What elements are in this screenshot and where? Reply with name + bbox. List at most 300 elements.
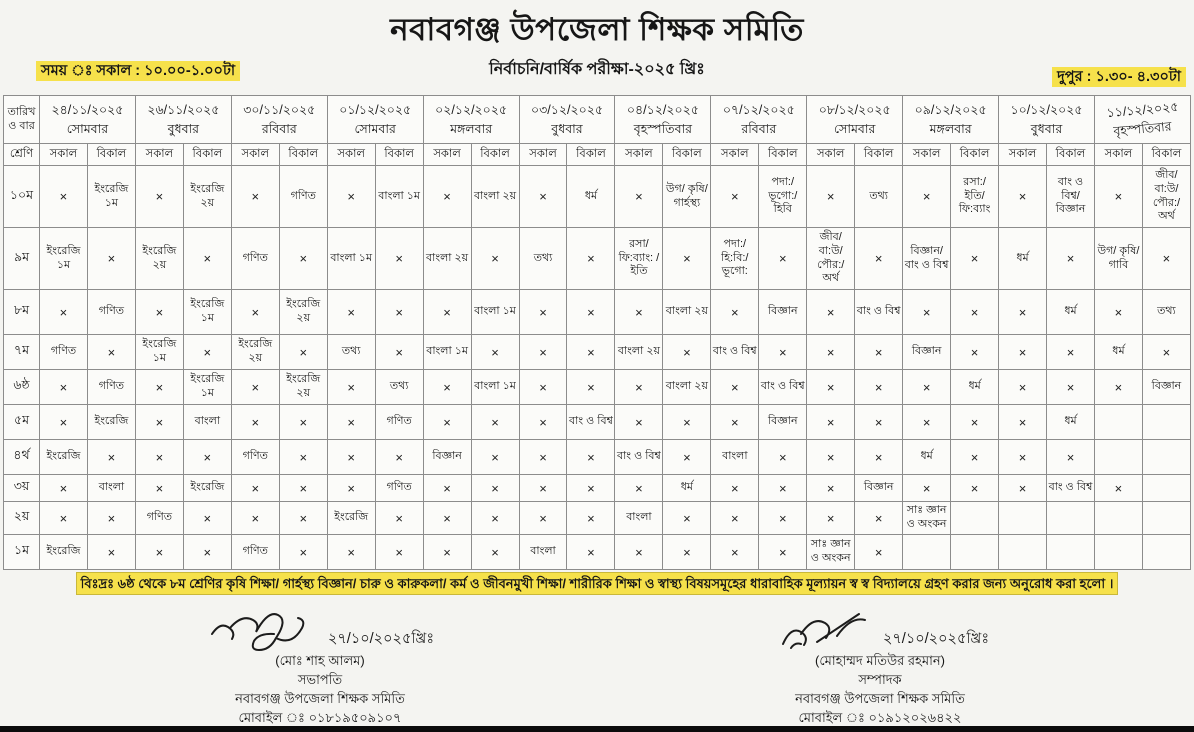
subject-cell: পদা:/ ভূগো:/ হিবি <box>759 166 807 228</box>
subject-cell: তথ্য <box>375 370 423 405</box>
date-header: ০৯/১২/২০২৫ মঙ্গলবার <box>903 96 999 144</box>
subject-cell: ইংরেজি <box>40 440 88 475</box>
subject-cell: বাংলা <box>87 475 135 502</box>
no-exam-mark: × <box>615 166 663 228</box>
subject-cell: উগ/ কৃষি/ গাবি <box>1094 228 1142 290</box>
subject-cell: বিজ্ঞান <box>423 440 471 475</box>
signer-org: নবাবগঞ্জ উপজেলা শিক্ষক সমিতি <box>235 690 405 706</box>
no-exam-mark: × <box>855 228 903 290</box>
empty-cell <box>903 535 951 570</box>
signer-org: নবাবগঞ্জ উপজেলা শিক্ষক সমিতি <box>795 690 965 706</box>
no-exam-mark: × <box>423 370 471 405</box>
no-exam-mark: × <box>327 166 375 228</box>
no-exam-mark: × <box>183 228 231 290</box>
no-exam-mark: × <box>40 502 88 535</box>
exam-schedule-table <box>3 95 1191 570</box>
no-exam-mark: × <box>327 370 375 405</box>
no-exam-mark: × <box>423 405 471 440</box>
no-exam-mark: × <box>375 290 423 335</box>
no-exam-mark: × <box>807 405 855 440</box>
session-header: বিকাল <box>471 144 519 166</box>
no-exam-mark: × <box>471 535 519 570</box>
empty-cell <box>1094 502 1142 535</box>
no-exam-mark: × <box>231 166 279 228</box>
no-exam-mark: × <box>87 335 135 370</box>
subject-cell: গণিত <box>375 405 423 440</box>
no-exam-mark: × <box>855 405 903 440</box>
no-exam-mark: × <box>375 335 423 370</box>
footer-note <box>4 575 1190 596</box>
no-exam-mark: × <box>999 440 1047 475</box>
class-row <box>4 335 1191 370</box>
no-exam-mark: × <box>951 228 999 290</box>
no-exam-mark: × <box>87 228 135 290</box>
subject-cell: বাংলা ২য় <box>615 335 663 370</box>
no-exam-mark: × <box>471 475 519 502</box>
signer-mobile: মোবাইল ঃ ০১৮১৯৫০৯১০৭ <box>238 709 402 725</box>
subject-cell: ধর্ম <box>1094 335 1142 370</box>
subject-cell: বাংলা <box>711 440 759 475</box>
no-exam-mark: × <box>759 440 807 475</box>
no-exam-mark: × <box>1142 228 1190 290</box>
no-exam-mark: × <box>87 440 135 475</box>
session-header: সকাল <box>135 144 183 166</box>
no-exam-mark: × <box>423 166 471 228</box>
no-exam-mark: × <box>807 370 855 405</box>
no-exam-mark: × <box>711 370 759 405</box>
session-header: বিকাল <box>1142 144 1190 166</box>
no-exam-mark: × <box>999 370 1047 405</box>
no-exam-mark: × <box>183 502 231 535</box>
no-exam-mark: × <box>759 335 807 370</box>
no-exam-mark: × <box>135 290 183 335</box>
empty-cell <box>951 535 999 570</box>
subject-cell: ইংরেজি ২য় <box>135 228 183 290</box>
no-exam-mark: × <box>135 440 183 475</box>
subject-cell: তথ্য <box>1142 290 1190 335</box>
no-exam-mark: × <box>471 228 519 290</box>
no-exam-mark: × <box>471 440 519 475</box>
class-name: ২য় <box>4 502 40 535</box>
no-exam-mark: × <box>423 502 471 535</box>
no-exam-mark: × <box>423 475 471 502</box>
no-exam-mark: × <box>135 370 183 405</box>
session-header: বিকাল <box>375 144 423 166</box>
session-header: বিকাল <box>759 144 807 166</box>
no-exam-mark: × <box>663 440 711 475</box>
subject-cell: উগ/ কৃষি/ গার্হস্থ্য <box>663 166 711 228</box>
subject-cell: ইংরেজি ২য় <box>279 370 327 405</box>
no-exam-mark: × <box>567 475 615 502</box>
class-row <box>4 166 1191 228</box>
empty-cell <box>999 502 1047 535</box>
signer-role: সম্পাদক <box>858 671 902 687</box>
no-exam-mark: × <box>759 475 807 502</box>
subject-cell: বাংলা ১ম <box>327 228 375 290</box>
no-exam-mark: × <box>1047 228 1095 290</box>
no-exam-mark: × <box>711 290 759 335</box>
subject-cell: বিজ্ঞান/ বাং ও বিশ্ব <box>903 228 951 290</box>
no-exam-mark: × <box>663 228 711 290</box>
no-exam-mark: × <box>615 290 663 335</box>
subject-cell: বাং ও বিশ্ব <box>615 440 663 475</box>
no-exam-mark: × <box>807 290 855 335</box>
no-exam-mark: × <box>327 405 375 440</box>
empty-cell <box>1047 535 1095 570</box>
no-exam-mark: × <box>663 335 711 370</box>
class-name: ১ম <box>4 535 40 570</box>
subject-cell: ইংরেজি ১ম <box>87 166 135 228</box>
subject-cell: গণিত <box>375 475 423 502</box>
subject-cell: গণিত <box>231 440 279 475</box>
session-header: সকাল <box>519 144 567 166</box>
no-exam-mark: × <box>183 440 231 475</box>
no-exam-mark: × <box>327 440 375 475</box>
subject-cell: ইংরেজি ১ম <box>135 335 183 370</box>
no-exam-mark: × <box>279 335 327 370</box>
session-header: বিকাল <box>279 144 327 166</box>
subject-cell: জীব/ বা:উ/ পৌর:/ অর্থ <box>807 228 855 290</box>
session-header: বিকাল <box>567 144 615 166</box>
subject-cell: ধর্ম <box>663 475 711 502</box>
no-exam-mark: × <box>567 370 615 405</box>
no-exam-mark: × <box>1094 166 1142 228</box>
no-exam-mark: × <box>231 405 279 440</box>
no-exam-mark: × <box>519 335 567 370</box>
empty-cell <box>1047 502 1095 535</box>
subject-cell: ইংরেজি ১ম <box>183 290 231 335</box>
date-header: ২৬/১১/২০২৫ বুধবার <box>135 96 231 144</box>
no-exam-mark: × <box>903 475 951 502</box>
subject-cell: বাং ও বিশ্ব <box>1047 475 1095 502</box>
session-header: সকাল <box>999 144 1047 166</box>
signature-date: ২৭/১০/২০২৫খ্রিঃ <box>882 630 990 647</box>
session-header: সকাল <box>807 144 855 166</box>
no-exam-mark: × <box>519 166 567 228</box>
subject-cell: বিজ্ঞান <box>759 405 807 440</box>
no-exam-mark: × <box>567 440 615 475</box>
no-exam-mark: × <box>279 405 327 440</box>
subject-cell: ইংরেজি ২য় <box>183 166 231 228</box>
class-name: ৪র্থ <box>4 440 40 475</box>
no-exam-mark: × <box>1047 440 1095 475</box>
date-header: ১০/১২/২০২৫ বুধবার <box>999 96 1095 144</box>
no-exam-mark: × <box>40 166 88 228</box>
date-header: ২৪/১১/২০২৫ সোমবার <box>40 96 136 144</box>
no-exam-mark: × <box>375 535 423 570</box>
morning-time-label <box>36 60 240 84</box>
afternoon-time-label <box>1052 66 1186 90</box>
subject-cell: ইংরেজি <box>87 405 135 440</box>
subject-cell: বাং ও বিশ্ব <box>711 335 759 370</box>
no-exam-mark: × <box>951 335 999 370</box>
class-name: ৮ম <box>4 290 40 335</box>
subject-cell: গণিত <box>231 228 279 290</box>
no-exam-mark: × <box>40 370 88 405</box>
session-header: সকাল <box>1094 144 1142 166</box>
no-exam-mark: × <box>231 290 279 335</box>
subject-cell: ইংরেজি ১ম <box>183 370 231 405</box>
no-exam-mark: × <box>1094 290 1142 335</box>
handwritten-signature-icon <box>771 608 881 652</box>
session-header: বিকাল <box>183 144 231 166</box>
no-exam-mark: × <box>999 290 1047 335</box>
no-exam-mark: × <box>615 405 663 440</box>
subject-cell: তথ্য <box>855 166 903 228</box>
no-exam-mark: × <box>711 535 759 570</box>
subject-cell: ইংরেজি ২য় <box>231 335 279 370</box>
no-exam-mark: × <box>807 440 855 475</box>
session-header: বিকাল <box>951 144 999 166</box>
class-column-label: শ্রেণি <box>4 144 40 166</box>
handwritten-signature-icon <box>206 608 326 652</box>
no-exam-mark: × <box>855 335 903 370</box>
page-subtitle: নির্বাচনি/বার্ষিক পরীক্ষা-২০২৫ খ্রিঃ <box>489 61 705 78</box>
date-header: ০২/১২/২০২৫ মঙ্গলবার <box>423 96 519 144</box>
no-exam-mark: × <box>855 502 903 535</box>
no-exam-mark: × <box>423 535 471 570</box>
no-exam-mark: × <box>567 335 615 370</box>
class-row <box>4 535 1191 570</box>
subject-cell: ধর্ম <box>1047 290 1095 335</box>
no-exam-mark: × <box>567 228 615 290</box>
no-exam-mark: × <box>855 440 903 475</box>
session-header: বিকাল <box>1047 144 1095 166</box>
subject-cell: বাংলা <box>183 405 231 440</box>
subject-cell: ধর্ম <box>903 440 951 475</box>
subject-cell: ইংরেজি ২য় <box>279 290 327 335</box>
no-exam-mark: × <box>183 335 231 370</box>
no-exam-mark: × <box>471 405 519 440</box>
no-exam-mark: × <box>951 475 999 502</box>
no-exam-mark: × <box>1094 370 1142 405</box>
no-exam-mark: × <box>135 475 183 502</box>
no-exam-mark: × <box>40 475 88 502</box>
no-exam-mark: × <box>615 475 663 502</box>
class-name: ৬ষ্ঠ <box>4 370 40 405</box>
bottom-black-bar <box>0 726 1194 732</box>
morning-time-text: সময় ঃ সকাল : ১০.০০-১.০০টা <box>36 61 240 81</box>
no-exam-mark: × <box>567 502 615 535</box>
no-exam-mark: × <box>519 440 567 475</box>
no-exam-mark: × <box>807 475 855 502</box>
subject-cell: রসা/ ফি:ব্যাং: / ইতি <box>615 228 663 290</box>
subject-cell: ইংরেজি <box>183 475 231 502</box>
no-exam-mark: × <box>615 535 663 570</box>
class-name: ৯ম <box>4 228 40 290</box>
no-exam-mark: × <box>135 535 183 570</box>
date-header: ০৭/১২/২০২৫ রবিবার <box>711 96 807 144</box>
signature-block-secretary <box>690 608 1070 727</box>
no-exam-mark: × <box>999 475 1047 502</box>
signer-name: (মোহাম্মদ মতিউর রহমান) <box>815 653 945 668</box>
no-exam-mark: × <box>951 440 999 475</box>
class-name: ৩য় <box>4 475 40 502</box>
subject-cell: গণিত <box>135 502 183 535</box>
no-exam-mark: × <box>615 370 663 405</box>
no-exam-mark: × <box>903 370 951 405</box>
no-exam-mark: × <box>231 475 279 502</box>
subject-cell: বাংলা <box>615 502 663 535</box>
subject-cell: সাঃ জ্ঞান ও অংকন <box>903 502 951 535</box>
session-header: বিকাল <box>855 144 903 166</box>
no-exam-mark: × <box>711 475 759 502</box>
date-header: ৩০/১১/২০২৫ রবিবার <box>231 96 327 144</box>
no-exam-mark: × <box>375 440 423 475</box>
no-exam-mark: × <box>279 440 327 475</box>
no-exam-mark: × <box>279 475 327 502</box>
no-exam-mark: × <box>807 502 855 535</box>
signer-role: সভাপতি <box>297 671 343 687</box>
no-exam-mark: × <box>231 370 279 405</box>
no-exam-mark: × <box>567 290 615 335</box>
subject-cell: বাংলা ১ম <box>471 370 519 405</box>
signer-mobile: মোবাইল ঃ ০১৯১২০২৬৪২২ <box>798 709 962 725</box>
no-exam-mark: × <box>711 166 759 228</box>
date-header: ১১/১২/২০২৫ বৃহস্পতিবার <box>1094 96 1190 144</box>
no-exam-mark: × <box>951 290 999 335</box>
empty-cell <box>1142 475 1190 502</box>
no-exam-mark: × <box>663 502 711 535</box>
subject-cell: বিজ্ঞান <box>855 475 903 502</box>
subject-cell: গণিত <box>87 370 135 405</box>
empty-cell <box>999 535 1047 570</box>
no-exam-mark: × <box>951 405 999 440</box>
subject-cell: বাং ও বিশ্ব/ বিজ্ঞান <box>1047 166 1095 228</box>
session-header: সকাল <box>903 144 951 166</box>
empty-cell <box>1142 502 1190 535</box>
no-exam-mark: × <box>519 370 567 405</box>
footer-note-text: বিঃদ্রঃ ৬ষ্ঠ থেকে ৮ম শ্রেণির কৃষি শিক্ষা/ গার্হস্থ্য বিজ্ঞান/ চারু ও কারুকলা/ কর্ম ও জীবনমুখী শিক্ষা/ শারীরিক শিক্ষা ও স্বাস্থ্য বিষয়সমূহের ধারাবাহিক মূল্যায়ন স্ব স্ব বিদ্যালয়ে গ্রহণ করার জন্য অনুরোধ করা হলো । <box>76 572 1119 595</box>
no-exam-mark: × <box>903 405 951 440</box>
subject-cell: বাংলা ১ম <box>471 290 519 335</box>
no-exam-mark: × <box>327 535 375 570</box>
corner-date-day-label: তারিখ ও বার <box>4 96 40 144</box>
subject-cell: বাংলা ১ম <box>423 335 471 370</box>
no-exam-mark: × <box>471 335 519 370</box>
no-exam-mark: × <box>711 502 759 535</box>
no-exam-mark: × <box>519 475 567 502</box>
empty-cell <box>1142 440 1190 475</box>
afternoon-time-text: দুপুর : ১.৩০- ৪.৩০টা <box>1052 67 1186 87</box>
subject-cell: বাং ও বিশ্ব <box>567 405 615 440</box>
no-exam-mark: × <box>1094 475 1142 502</box>
subject-cell: বাংলা ২য় <box>423 228 471 290</box>
subject-cell: ধর্ম <box>951 370 999 405</box>
empty-cell <box>951 502 999 535</box>
subject-cell: বাংলা ২য় <box>663 370 711 405</box>
subject-cell: গণিত <box>40 335 88 370</box>
subject-cell: বাংলা ২য় <box>663 290 711 335</box>
no-exam-mark: × <box>87 535 135 570</box>
subject-cell: ধর্ম <box>567 166 615 228</box>
date-header: ০৪/১২/২০২৫ বৃহস্পতিবার <box>615 96 711 144</box>
subject-cell: ইংরেজি ১ম <box>40 228 88 290</box>
class-name: ৭ম <box>4 335 40 370</box>
subject-cell: ইংরেজি <box>40 535 88 570</box>
no-exam-mark: × <box>663 405 711 440</box>
class-name: ৫ম <box>4 405 40 440</box>
subject-cell: বাংলা ২য় <box>471 166 519 228</box>
no-exam-mark: × <box>375 502 423 535</box>
signature-row <box>150 608 490 652</box>
subject-cell: তথ্য <box>519 228 567 290</box>
class-row <box>4 502 1191 535</box>
no-exam-mark: × <box>663 535 711 570</box>
class-row <box>4 405 1191 440</box>
session-header: সকাল <box>711 144 759 166</box>
empty-cell <box>1142 535 1190 570</box>
subject-cell: বাংলা <box>519 535 567 570</box>
subject-cell: গণিত <box>279 166 327 228</box>
subject-cell: বিজ্ঞান <box>1142 370 1190 405</box>
class-row <box>4 370 1191 405</box>
page-title: নবাবগঞ্জ উপজেলা শিক্ষক সমিতি <box>390 12 804 47</box>
no-exam-mark: × <box>87 502 135 535</box>
no-exam-mark: × <box>279 228 327 290</box>
session-header: বিকাল <box>663 144 711 166</box>
no-exam-mark: × <box>567 535 615 570</box>
no-exam-mark: × <box>1142 335 1190 370</box>
signer-name: (মোঃ শাহ আলম) <box>275 653 365 668</box>
no-exam-mark: × <box>375 228 423 290</box>
no-exam-mark: × <box>519 405 567 440</box>
no-exam-mark: × <box>711 405 759 440</box>
no-exam-mark: × <box>759 228 807 290</box>
no-exam-mark: × <box>999 405 1047 440</box>
class-row <box>4 290 1191 335</box>
subject-cell: গণিত <box>231 535 279 570</box>
subject-cell: সাঃ জ্ঞান ও অংকন <box>807 535 855 570</box>
no-exam-mark: × <box>759 535 807 570</box>
class-row <box>4 475 1191 502</box>
subject-cell: তথ্য <box>327 335 375 370</box>
no-exam-mark: × <box>471 502 519 535</box>
no-exam-mark: × <box>807 335 855 370</box>
no-exam-mark: × <box>183 535 231 570</box>
subject-cell: বাং ও বিশ্ব <box>855 290 903 335</box>
no-exam-mark: × <box>999 166 1047 228</box>
no-exam-mark: × <box>327 475 375 502</box>
empty-cell <box>1094 405 1142 440</box>
no-exam-mark: × <box>231 502 279 535</box>
no-exam-mark: × <box>519 502 567 535</box>
no-exam-mark: × <box>903 166 951 228</box>
no-exam-mark: × <box>903 290 951 335</box>
no-exam-mark: × <box>999 335 1047 370</box>
no-exam-mark: × <box>855 370 903 405</box>
class-row <box>4 440 1191 475</box>
no-exam-mark: × <box>1047 335 1095 370</box>
date-header: ০১/১২/২০২৫ সোমবার <box>327 96 423 144</box>
subject-cell: বিজ্ঞান <box>759 290 807 335</box>
subject-cell: গণিত <box>87 290 135 335</box>
signature-row <box>690 608 1070 652</box>
session-header: সকাল <box>423 144 471 166</box>
session-header: বিকাল <box>87 144 135 166</box>
signature-block-president <box>150 608 490 727</box>
no-exam-mark: × <box>327 290 375 335</box>
no-exam-mark: × <box>519 290 567 335</box>
no-exam-mark: × <box>40 405 88 440</box>
session-header: সকাল <box>231 144 279 166</box>
subject-cell: জীব/ বা:উ/ পৌর:/ অর্থ <box>1142 166 1190 228</box>
no-exam-mark: × <box>135 166 183 228</box>
no-exam-mark: × <box>279 535 327 570</box>
subject-cell: বাংলা ১ম <box>375 166 423 228</box>
no-exam-mark: × <box>135 405 183 440</box>
subject-cell: পদা:/ হি:বি:/ ভূগো: <box>711 228 759 290</box>
